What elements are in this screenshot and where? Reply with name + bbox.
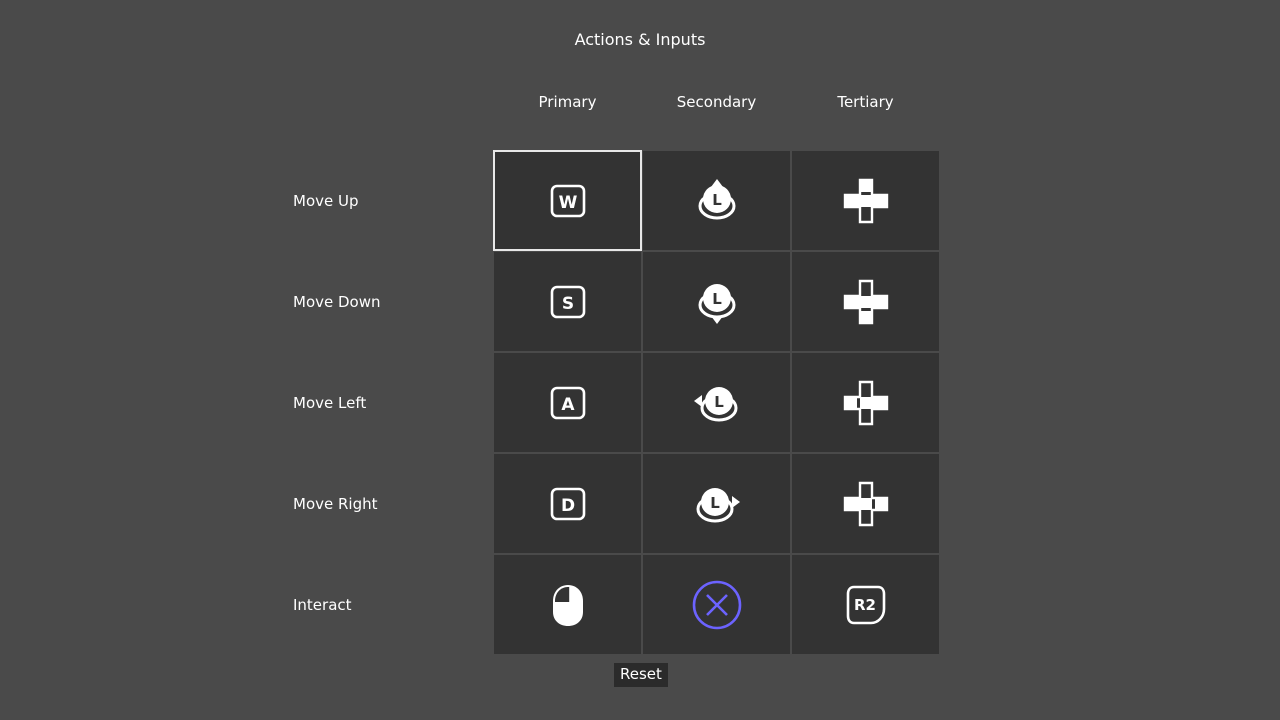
binding-row xyxy=(293,554,940,655)
binding-cell-move-left-primary[interactable] xyxy=(493,352,642,453)
binding-cell-move-right-tertiary[interactable] xyxy=(791,453,940,554)
binding-cell-move-left-secondary[interactable] xyxy=(642,352,791,453)
column-header-secondary: Secondary xyxy=(676,93,757,111)
svg-text:L: L xyxy=(711,190,722,209)
mouse-left-button-icon xyxy=(540,577,596,633)
binding-cell-interact-tertiary[interactable] xyxy=(791,554,940,655)
dpad-left-icon xyxy=(838,375,894,431)
svg-text:W: W xyxy=(558,192,577,213)
row-label-move-up: Move Up xyxy=(293,191,359,210)
left-stick-up-icon xyxy=(689,173,745,229)
binding-row xyxy=(293,352,940,453)
binding-cell-move-down-secondary[interactable] xyxy=(642,251,791,352)
svg-text:L: L xyxy=(709,493,720,512)
binding-cell-move-down-tertiary[interactable] xyxy=(791,251,940,352)
keyboard-key-s-icon xyxy=(540,274,596,330)
gamepad-r2-trigger-icon xyxy=(838,577,894,633)
row-label-move-left: Move Left xyxy=(293,393,367,412)
row-label-move-right: Move Right xyxy=(293,494,378,513)
binding-cell-move-right-primary[interactable] xyxy=(493,453,642,554)
column-header-primary: Primary xyxy=(538,93,597,111)
column-header-tertiary: Tertiary xyxy=(837,93,894,111)
binding-cell-move-down-primary[interactable] xyxy=(493,251,642,352)
binding-row xyxy=(293,150,940,251)
playstation-cross-button-icon xyxy=(689,577,745,633)
left-stick-left-icon xyxy=(689,375,745,431)
left-stick-right-icon xyxy=(689,476,745,532)
keyboard-key-d-icon xyxy=(540,476,596,532)
binding-row xyxy=(293,251,940,352)
svg-text:D: D xyxy=(560,495,575,516)
binding-cell-move-left-tertiary[interactable] xyxy=(791,352,940,453)
binding-cell-move-up-tertiary[interactable] xyxy=(791,150,940,251)
column-headers xyxy=(493,93,940,111)
svg-text:A: A xyxy=(560,394,575,415)
binding-cell-interact-secondary[interactable] xyxy=(642,554,791,655)
binding-cell-interact-primary[interactable] xyxy=(493,554,642,655)
svg-text:S: S xyxy=(561,293,574,314)
binding-row xyxy=(293,453,940,554)
row-label-interact: Interact xyxy=(293,595,352,614)
keyboard-key-a-icon xyxy=(540,375,596,431)
svg-text:R2: R2 xyxy=(853,595,876,614)
svg-text:L: L xyxy=(713,392,724,411)
binding-cell-move-up-secondary[interactable] xyxy=(642,150,791,251)
left-stick-down-icon xyxy=(689,274,745,330)
bindings-grid xyxy=(293,150,940,655)
binding-cell-move-up-primary[interactable] xyxy=(493,150,642,251)
dpad-down-icon xyxy=(838,274,894,330)
dpad-right-icon xyxy=(838,476,894,532)
page-title: Actions & Inputs xyxy=(574,30,706,49)
dpad-up-icon xyxy=(838,173,894,229)
reset-button[interactable]: Reset xyxy=(614,663,668,687)
binding-cell-move-right-secondary[interactable] xyxy=(642,453,791,554)
keyboard-key-w-icon xyxy=(540,173,596,229)
svg-text:L: L xyxy=(711,289,722,308)
row-label-move-down: Move Down xyxy=(293,292,381,311)
